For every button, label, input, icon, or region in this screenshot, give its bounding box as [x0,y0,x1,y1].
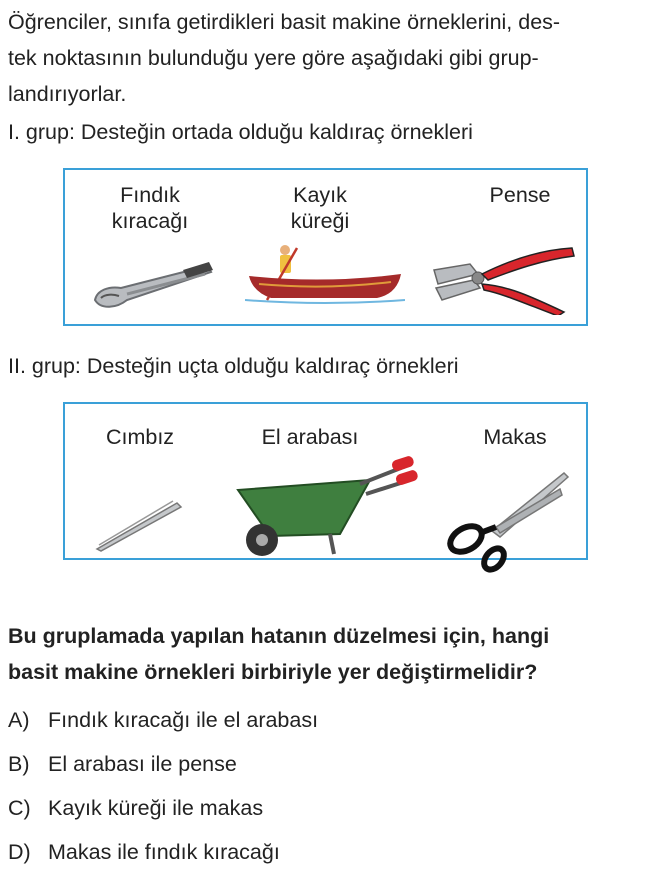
group-2-title: II. grup: Desteğin uçta olduğu kaldıraç örnekleri [8,354,459,378]
group-1-title: I. grup: Desteğin ortada olduğu kaldıraç örnekleri [8,120,473,144]
nutcracker-icon [87,252,217,312]
group-1-item-paddle [265,182,375,234]
question-line-1: Bu gruplamada yapılan hatanın düzelmesi için, hangi [8,624,550,648]
question-text [8,618,640,690]
group-2-item-wheelbarrow [235,424,385,450]
option-c-letter: C) [8,796,31,820]
scissors-label: Makas [483,425,547,449]
option-c[interactable] [8,795,318,839]
option-b[interactable] [8,751,318,795]
paddle-label: Kayık küreği [290,183,350,233]
option-a[interactable] [8,707,318,751]
pliers-label: Pense [489,183,551,207]
group-2-item-tweezers [85,424,195,450]
option-d-text: Makas ile fındık kıracağı [48,840,280,864]
question-line-2: basit makine örnekleri birbiriyle yer değiştirmelidir? [8,660,538,684]
option-b-text: El arabası ile pense [48,752,237,776]
wheelbarrow-icon [230,454,420,559]
pliers-icon [430,240,580,315]
wheelbarrow-label: El arabası [261,425,359,449]
canoe-icon [245,240,405,310]
nutcracker-label: Fındık kıracağı [111,183,189,233]
tweezers-icon [93,499,183,554]
group-1-box [63,168,588,326]
option-a-text: Fındık kıracağı ile el arabası [48,708,319,732]
intro-line-2: tek noktasının bulunduğu yere göre aşağıdaki gibi grup- [8,46,539,70]
option-d[interactable] [8,839,318,883]
tweezers-label: Cımbız [105,425,175,449]
group-2-item-scissors [455,424,575,450]
option-c-text: Kayık küreği ile makas [48,796,264,820]
intro-line-3: landırıyorlar. [8,82,127,106]
group-2-box [63,402,588,560]
intro-line-1: Öğrenciler, sınıfa getirdikleri basit makine örneklerini, des- [8,10,561,34]
group-1-item-nutcracker [85,182,215,234]
intro-paragraph [8,4,638,112]
option-b-letter: B) [8,752,30,776]
scissors-icon [440,469,570,579]
option-a-letter: A) [8,708,30,732]
group-1-item-pliers [465,182,575,208]
answer-options [8,707,318,883]
option-d-letter: D) [8,840,31,864]
